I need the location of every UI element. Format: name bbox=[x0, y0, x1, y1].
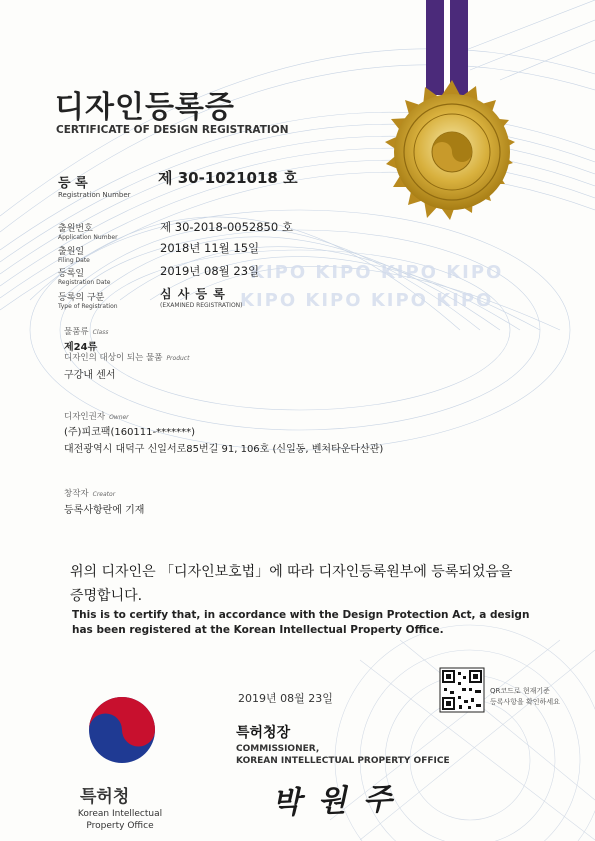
application-number-label-ko: 출원번호 bbox=[58, 224, 93, 234]
owner-address: 대전광역시 대덕구 신일서로85번길 91, 106호 (신일동, 벤처타운다산관) bbox=[64, 444, 384, 455]
class-value: 제24류 bbox=[64, 342, 98, 353]
commissioner-title-en-line2: KOREAN INTELLECTUAL PROPERTY OFFICE bbox=[236, 756, 450, 766]
registration-date-label-en: Registration Date bbox=[58, 279, 111, 286]
application-number-label-en: Application Number bbox=[58, 234, 118, 241]
application-number-value: 제 30-2018-0052850 호 bbox=[160, 220, 293, 234]
commissioner-title-ko: 특허청장 bbox=[236, 725, 291, 741]
qr-note-line2: 등록사항을 확인하세요 bbox=[490, 698, 560, 706]
certification-text-en bbox=[72, 608, 529, 638]
registration-type-label-ko: 등록의 구분 bbox=[58, 293, 105, 303]
office-name-ko: 특허청 bbox=[80, 787, 130, 807]
certification-text-ko-line2: 증명합니다. bbox=[70, 588, 143, 604]
registration-type-label bbox=[58, 290, 118, 310]
product-label-ko: 디자인의 대상이 되는 물품 bbox=[64, 353, 163, 363]
certificate-title-en: CERTIFICATE OF DESIGN REGISTRATION bbox=[56, 124, 289, 136]
creator-label-en: Creator bbox=[92, 491, 116, 498]
owner-name: (주)피코팩(160111-*******) bbox=[64, 427, 196, 438]
filing-date-label-en: Filing Date bbox=[58, 257, 90, 264]
office-name-en: Korean Intellectual Property Office bbox=[77, 809, 163, 831]
ribbon bbox=[426, 0, 468, 95]
product-value: 구강내 센서 bbox=[64, 370, 116, 381]
qr-code bbox=[440, 668, 484, 712]
product-label-en: Product bbox=[166, 355, 190, 362]
qr-note bbox=[490, 686, 560, 708]
registration-date-label-ko: 등록일 bbox=[58, 269, 85, 279]
kipo-watermark: KIPO KIPO KIPO KIPO bbox=[250, 262, 504, 283]
certification-text-ko-line1: 위의 디자인은 「디자인보호법」에 따라 디자인등록원부에 등록되었음을 bbox=[70, 564, 513, 580]
certification-text-en-line2: has been registered at the Korean Intellectual Property Office. bbox=[72, 624, 444, 636]
registration-number-label-ko: 등 록 bbox=[58, 176, 88, 191]
application-number-label bbox=[58, 221, 118, 241]
creator-label-ko: 창작자 bbox=[64, 489, 89, 499]
registration-number-value: 제 30-1021018 호 bbox=[158, 169, 298, 187]
registration-type-ko: 심 사 등 록 bbox=[160, 287, 226, 301]
registration-type-en: (EXAMINED REGISTRATION) bbox=[160, 302, 243, 309]
product-label bbox=[64, 351, 189, 363]
kipo-watermark-2: KIPO KIPO KIPO KIPO bbox=[240, 290, 494, 311]
registration-date-value: 2019년 08월 23일 bbox=[160, 264, 260, 278]
registration-type-label-en: Type of Registration bbox=[58, 303, 118, 310]
owner-label-en: Owner bbox=[109, 414, 129, 421]
gold-seal bbox=[385, 80, 515, 220]
qr-note-line1: QR코드로 현재기준 bbox=[490, 687, 550, 695]
commissioner-title-en-line1: COMMISSIONER, bbox=[236, 744, 320, 754]
class-label-en: Class bbox=[92, 329, 109, 336]
filing-date-label-ko: 출원일 bbox=[58, 247, 85, 257]
owner-label bbox=[64, 410, 129, 422]
creator-value: 등록사항란에 기재 bbox=[64, 505, 145, 516]
owner-label-ko: 디자인권자 bbox=[64, 412, 106, 422]
registration-date-label bbox=[58, 266, 110, 286]
commissioner-signature: 박 원 주 bbox=[271, 781, 396, 822]
class-label-ko: 물품류 bbox=[64, 327, 89, 337]
class-label bbox=[64, 325, 108, 337]
filing-date-value: 2018년 11월 15일 bbox=[160, 241, 260, 255]
kipo-logo bbox=[89, 697, 155, 763]
certification-text-en-line1: This is to certify that, in accordance with the Design Protection Act, a design bbox=[72, 609, 530, 621]
certificate-title: 디자인등록증 bbox=[55, 90, 235, 125]
issue-date: 2019년 08월 23일 bbox=[238, 692, 333, 705]
registration-number-label-en: Registration Number bbox=[58, 191, 131, 199]
filing-date-label bbox=[58, 244, 90, 264]
registration-number-label bbox=[58, 172, 131, 199]
commissioner-title-en bbox=[236, 743, 450, 767]
creator-label bbox=[64, 487, 115, 499]
registration-type-value bbox=[160, 285, 243, 309]
certification-text-ko bbox=[70, 560, 512, 608]
